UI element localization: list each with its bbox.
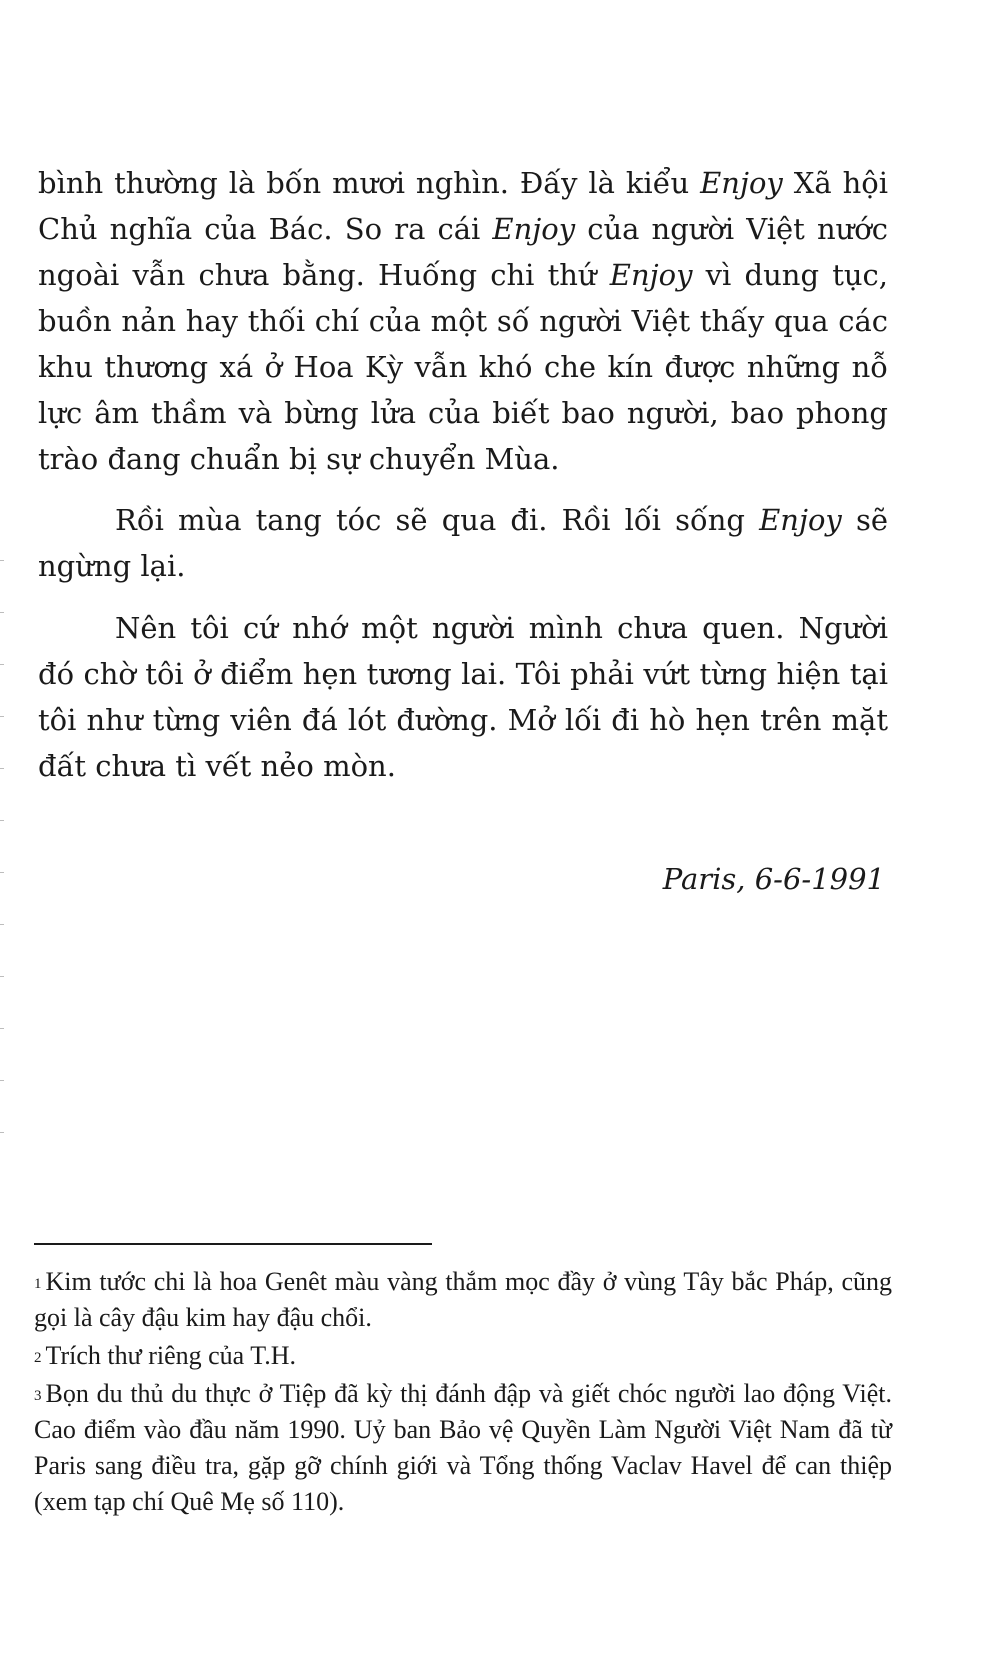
footnote-3 (34, 1376, 892, 1520)
scan-edge-specks (0, 560, 4, 1180)
footnote-marker: 1 (34, 1276, 42, 1292)
footnote-text: Trích thư riêng của T.H. (45, 1341, 296, 1370)
footnote-text: Bọn du thủ du thực ở Tiệp đã kỳ thị đánh đập và giết chóc người lao động Việt. Cao điểm vào đầu năm 1990. Uỷ ban Bảo vệ Quyền Làm Người Việt Nam đã từ Paris sang điều tra, gặp gỡ chính giới và Tổng thống Vaclav Havel để can thiệp (xem tạp chí Quê Mẹ số 110). (34, 1379, 892, 1516)
footnote-marker: 3 (34, 1388, 42, 1404)
enjoy-italic: Enjoy (700, 166, 783, 200)
enjoy-italic: Enjoy (492, 212, 576, 246)
paragraph-2-text-c: sẽ ngừng lại. (38, 503, 889, 583)
paragraph-1-text-a: bình thường là bốn mươi nghìn. Đấy là kiểu (38, 166, 701, 200)
paragraph-2-text-a: Rồi mùa tang tóc sẽ qua đi. Rồi lối sống (115, 503, 760, 537)
footnotes (34, 1264, 892, 1522)
enjoy-italic: Enjoy (759, 503, 842, 537)
paragraph-1 (38, 160, 888, 482)
paragraph-1-text-c: Xã hội Chủ nghĩa của Bác. So ra cái (38, 166, 888, 246)
footnote-1 (34, 1264, 892, 1336)
paragraph-3: Nên tôi cứ nhớ một người mình chưa quen. Người đó chờ tôi ở điểm hẹn tương lai. Tôi phải vứt từng hiện tại tôi như từng viên đá lót đường. Mở lối đi hò hẹn trên mặt đất chưa tì vết nẻo mòn. (38, 611, 888, 783)
place-date-signature: Paris, 6-6-1991 (662, 862, 885, 896)
footnote-divider (34, 1243, 432, 1245)
paragraph-1-text-g: vì dung tục, buồn nản hay thối chí của một số người Việt thấy qua các khu thương xá ở Hoa Kỳ vẫn khó che kín được những nỗ lực âm thầm và bừng lửa của biết bao người, bao phong trào đang chuẩn bị sự chuyển Mùa. (38, 258, 888, 476)
enjoy-italic: Enjoy (609, 258, 693, 292)
footnote-2 (34, 1338, 892, 1374)
footnote-marker: 2 (34, 1350, 42, 1366)
paragraph-1-text-e: của người Việt nước ngoài vẫn chưa bằng. Huống chi thứ (38, 212, 888, 292)
paragraph-2 (38, 497, 888, 589)
footnote-text: Kim tước chi là hoa Genêt màu vàng thắm mọc đầy ở vùng Tây bắc Pháp, cũng gọi là cây đậu kim hay đậu chổi. (34, 1267, 892, 1332)
